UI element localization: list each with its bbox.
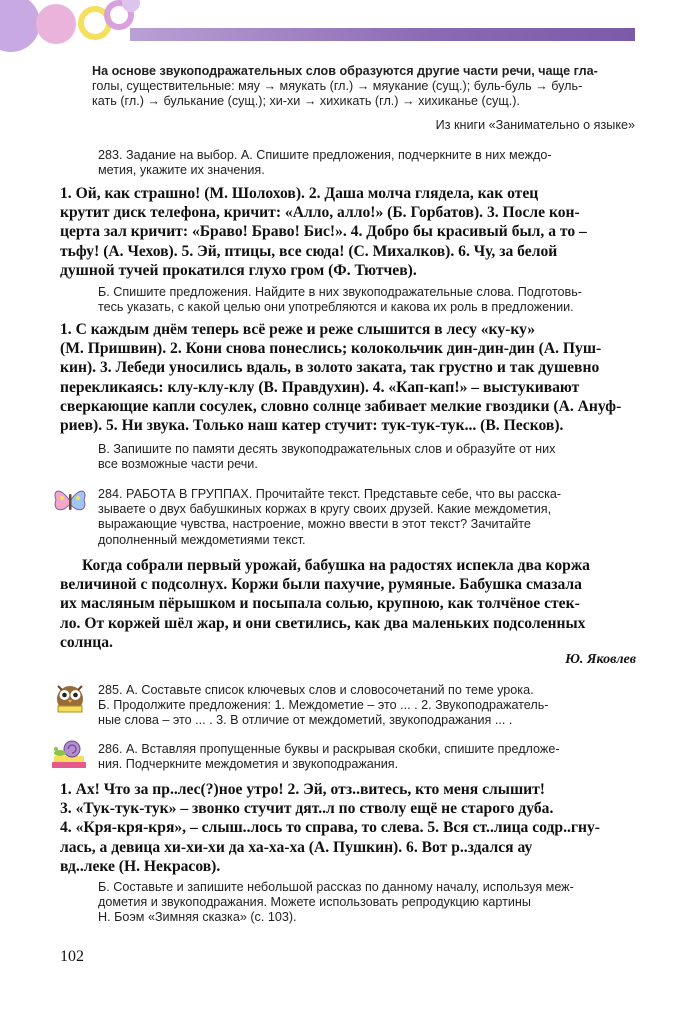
page-number: 102 — [60, 948, 84, 965]
task-line: Б. Продолжите предложения: 1. Междометие – это ... . 2. Звукоподражатель- — [98, 698, 549, 713]
task-line: все возможные части речи. — [98, 457, 258, 472]
exercise-284-text — [60, 556, 636, 652]
text-line: солнца. — [60, 633, 113, 651]
text-line: 1. Ой, как страшно! (М. Шолохов). 2. Даша молча глядела, как отец — [60, 185, 539, 202]
text-line: тьфу! (А. Чехов). 5. Эй, птицы, все сюда! (С. Михалков). 6. Чу, за белой — [60, 242, 558, 260]
group-work-butterfly-icon — [50, 486, 90, 516]
text-line: крутит диск телефона, кричит: «Алло, алло!» (Б. Горбатов). 3. После кон- — [60, 204, 580, 222]
task-line: 283. Задание на выбор. А. Спишите предложения, подчеркните в них междо- — [98, 148, 552, 162]
text-line: вд..леке (Н. Некрасов). — [60, 857, 221, 875]
task-line: зываете о двух бабушкиных коржах в кругу своих друзей. Какие междометия, — [98, 502, 552, 517]
text-line: ло. От коржей шёл жар, и они светились, как два маленьких подсоленных — [60, 614, 586, 632]
text-line: риев). 5. Ни звука. Только наш катер стучит: тук-тук-тук... (В. Песков). — [60, 417, 564, 435]
text-line: 4. «Кря-кря-кря», – слыш..лось то справа, то слева. 5. Вся ст..лица содр..гну- — [60, 819, 600, 837]
task-line: дополненный междометиями текст. — [98, 532, 306, 547]
task-line: ные слова – это ... . 3. В отличие от междометий, звукоподражания ... . — [98, 713, 513, 728]
text-line: величиной с подсолнух. Коржи были пахучие, румяные. Бабушка смазала — [60, 576, 582, 594]
text-line: Когда собрали первый урожай, бабушка на радостях испекла два коржа — [82, 557, 590, 574]
exercise-284-author: Ю. Яковлев — [565, 652, 636, 667]
text-line: 1. С каждым днём теперь всё реже и реже слышится в лесу «ку-ку» — [60, 321, 536, 338]
exercise-283-task-a — [98, 148, 635, 178]
text-line: перекликаясь: клу-клу-клу (В. Правдухин). 4. «Кап-кап!» – выстукивают — [60, 378, 580, 396]
exercise-285 — [98, 683, 635, 729]
text-line: их масляным пёрышком и посыпала солью, крупною, как толчёное стек- — [60, 595, 580, 613]
task-line: метия, укажите их значения. — [98, 163, 265, 178]
intro-line: кать (гл.) → булькание (сущ.); хи-хи → хихикать (гл.) → хихиканье (сущ.). — [92, 94, 520, 109]
exercise-283-task-c — [98, 442, 635, 472]
snail-books-icon — [50, 738, 90, 772]
task-line: 286. А. Вставляя пропущенные буквы и раскрывая скобки, спишите предложе- — [98, 742, 560, 756]
decor-circle-purple — [0, 0, 40, 52]
decor-circle-pink — [36, 4, 76, 44]
exercise-283-task-b — [98, 285, 635, 315]
task-line: Б. Спишите предложения. Найдите в них звукоподражательные слова. Подготовь- — [98, 285, 583, 299]
text-line: лась, а девица хи-хи-хи да ха-ха-ха (А. Пушкин). 6. Вот р..здался ау — [60, 838, 533, 856]
header-bar — [130, 28, 635, 41]
task-line: Б. Составьте и запишите небольшой рассказ по данному началу, используя меж- — [98, 880, 574, 894]
task-line: тесь указать, с какой целью они употребляются и какова их роль в предложении. — [98, 300, 574, 315]
intro-rule — [92, 64, 635, 110]
exercise-286-text — [60, 780, 636, 876]
text-line: 3. «Тук-тук-тук» – звонко стучит дят..л по стволу ещё не старого дуба. — [60, 800, 554, 818]
intro-line: На основе звукоподражательных слов образуются другие части речи, чаще гла- — [92, 64, 598, 78]
task-line: ния. Подчеркните междометия и звукоподражания. — [98, 757, 399, 772]
exercise-284-task — [98, 487, 635, 548]
text-line: сверкающие капли сосулек, словно солнце забивает мелкие гвоздики (А. Ануф- — [60, 397, 622, 415]
text-line: церта зал кричит: «Браво! Браво! Бис!». 4. Добро бы красивый был, а то – — [60, 223, 587, 241]
text-line: (М. Пришвин). 2. Кони снова понеслись; колокольчик дин-дин-дин (А. Пуш- — [60, 340, 602, 358]
exercise-283-text-a — [60, 184, 636, 280]
text-line: душной тучей прокатился глухо гром (Ф. Тютчев). — [60, 261, 417, 279]
task-line: выражающие чувства, настроение, можно ввести в этот текст? Зачитайте — [98, 517, 531, 532]
intro-line: голы, существительные: мяу → мяукать (гл.) → мяукание (сущ.); буль-буль → буль- — [92, 79, 583, 94]
task-line: 285. А. Составьте список ключевых слов и словосочетаний по теме урока. — [98, 683, 534, 697]
task-line: дометия и звукоподражания. Можете использовать репродукцию картины — [98, 895, 531, 910]
decor-circle-small — [122, 0, 140, 12]
owl-reader-icon — [52, 680, 88, 714]
text-line: 1. Ах! Что за пр..лес(?)ное утро! 2. Эй, отз..витесь, кто меня слышит! — [60, 781, 545, 798]
task-line: 284. РАБОТА В ГРУППАХ. Прочитайте текст. Представьте себе, что вы расска- — [98, 487, 562, 501]
intro-source: Из книги «Занимательно о языке» — [435, 118, 635, 132]
exercise-286-task-b — [98, 880, 635, 926]
text-line: кин). 3. Лебеди уносились вдаль, в золото заката, так грустно и так душевно — [60, 359, 600, 377]
task-line: Н. Боэм «Зимняя сказка» (с. 103). — [98, 910, 297, 925]
task-line: В. Запишите по памяти десять звукоподражательных слов и образуйте от них — [98, 442, 556, 456]
exercise-283-text-b — [60, 320, 636, 435]
exercise-286-task-a — [98, 742, 635, 772]
